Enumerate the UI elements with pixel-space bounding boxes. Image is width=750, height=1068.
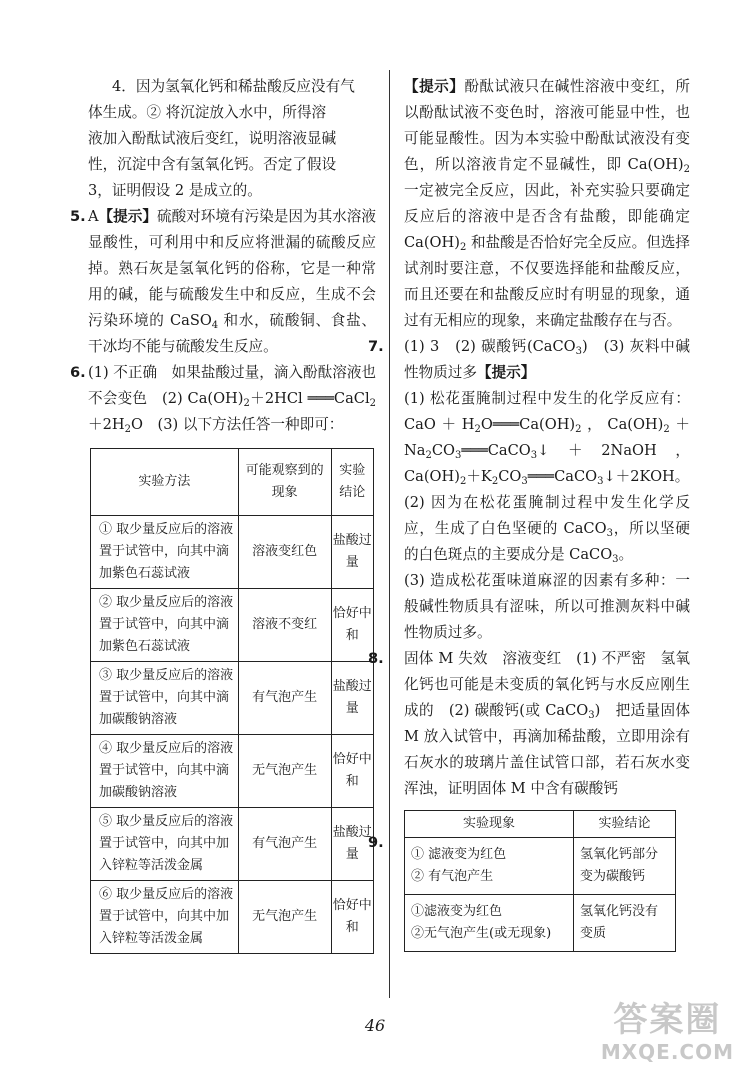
row-method: ① 取少量反应后的溶液置于试管中，向其中滴加紫色石蕊试液	[91, 516, 239, 589]
item6-sub-a: 2	[243, 398, 250, 409]
row-phenomenon: 无气泡产生	[238, 735, 331, 808]
item7-p1-a: (1) 松花蛋腌制过程中发生的化学反应有：CaO＋H	[404, 390, 690, 433]
answer-item-4	[88, 74, 376, 204]
item7-p1-sub7: 2	[459, 476, 467, 487]
item5-answer: A	[88, 208, 99, 225]
item8-text	[404, 646, 690, 802]
phenomenon-line: ②无气泡产生(或无现象)	[411, 926, 552, 941]
row-method: ⑥ 取少量反应后的溶液置于试管中，向其中加入锌粒等活泼金属	[91, 881, 239, 954]
row-method: ④ 取少量反应后的溶液置于试管中，向其中滴加碳酸钠溶液	[91, 735, 239, 808]
row-conclusion: 恰好中和	[331, 735, 373, 808]
item7-p1-h: ＋K	[466, 468, 492, 485]
item7-p1-sub5: 3	[455, 450, 462, 461]
row-method: ③ 取少量反应后的溶液置于试管中，向其中滴加碳酸钠溶液	[91, 662, 239, 735]
item7-p1-sub1: 2	[474, 424, 481, 435]
item7-line1	[404, 334, 690, 386]
item7-p1-i: ↓＋2KOH。	[603, 468, 690, 485]
header-phenomenon: 实验现象	[405, 811, 574, 838]
row-conclusion: 盐酸过量	[331, 662, 373, 735]
answer-item-5	[70, 204, 377, 360]
item7-p1-g: ↓＋2NaOH，Ca(OH)	[404, 442, 690, 485]
table-row	[91, 516, 374, 589]
item7-p1-sub8: 2	[491, 476, 499, 487]
table-row	[405, 838, 676, 895]
item6-hint-b: 一定被完全反应，因此，补充实验只要确定反应后的溶液中是否含有盐酸，即能确定 Ca(OH)	[404, 182, 690, 251]
phenomenon-line: ① 滤液变为红色	[411, 847, 507, 862]
header-method: 实验方法	[91, 449, 239, 516]
item4-line-3: 液加入酚酞试液后变红，说明溶液显碱	[88, 130, 337, 147]
item6-text-c: ＋2H	[88, 416, 125, 433]
left-column	[70, 74, 377, 954]
item7-line1-a: (1) 3 (2) 碳酸钙(CaCO	[404, 338, 576, 355]
item7-p2	[404, 490, 690, 568]
item4-line-2: 体生成。② 将沉淀放入水中，所得溶	[88, 104, 327, 121]
header-conclusion: 实验结论	[574, 811, 676, 838]
row-method: ② 取少量反应后的溶液置于试管中，向其中滴加紫色石蕊试液	[91, 589, 239, 662]
row-phenomenon: 有气泡产生	[238, 662, 331, 735]
item7-p2-sub2: 3	[612, 554, 619, 565]
item6-hint-label: 【提示】	[404, 78, 465, 95]
right-column	[368, 74, 690, 952]
item6-sub-b: 2	[369, 398, 376, 409]
table-row	[91, 662, 374, 735]
item5-text	[88, 204, 376, 360]
phenomenon-line: ①滤液变为红色	[411, 904, 503, 919]
item7-p1-sub10: 3	[597, 476, 604, 487]
item7-p2-sub1: 3	[606, 528, 613, 539]
table-row	[405, 895, 676, 952]
item7-p2-b: ，所以坚硬的白色斑点的主要成分是 CaCO	[404, 520, 690, 563]
item7-p1-sub6: 3	[530, 450, 538, 461]
item7-p1-f: ═══CaCO	[461, 442, 531, 459]
item7-p1-d: ＋Na	[404, 416, 690, 459]
table-row	[91, 589, 374, 662]
item6-hint-sub-b: 2	[459, 242, 467, 253]
item7-p1-sub2: 2	[575, 424, 582, 435]
row-method: ⑤ 取少量反应后的溶液置于试管中，向其中加入锌粒等活泼金属	[91, 808, 239, 881]
answer-item-8	[368, 646, 690, 802]
row-phenomenon: 溶液不变红	[238, 589, 331, 662]
item7-line1-b: ) (3) 灰料中碱性物质过多	[404, 338, 690, 381]
item7-p1-sub9: 3	[521, 476, 528, 487]
item4-line-1: 4．因为氢氧化钙和稀盐酸反应没有气	[112, 78, 355, 95]
item4-line-5: 3，证明假设 2 是成立的。	[88, 182, 262, 199]
item7-p1-b: O═══Ca(OH)	[480, 416, 576, 433]
item5-text-a: 硫酸对环境有污染是因为其水溶液显酸性，可利用中和反应将泄漏的硫酸反应掉。熟石灰是氢氧化钙的俗称，它是一种常用的碱，能与硫酸发生中和反应，生成不会污染环境的 CaSO	[88, 208, 376, 329]
watermark	[601, 1000, 734, 1064]
table-row	[91, 735, 374, 808]
item7-p2-c: 。	[618, 546, 634, 563]
item6-hint-c: 和盐酸是否恰好完全反应。但选择试剂时要注意，不仅要选择能和盐酸反应，而且还要在和盐酸反应时有明显的现象，通过有无相应的现象，来确定盐酸存在与否。	[404, 234, 690, 329]
answer-item-7	[368, 334, 690, 646]
item7-p1-c: ，Ca(OH)	[581, 416, 664, 433]
watermark-url: MXQE.COM	[600, 1040, 734, 1064]
table-header-row	[91, 449, 374, 516]
item7-p3: (3) 造成松花蛋味道麻涩的因素有多种：一般碱性物质具有涩味，所以可推测灰料中碱性物质过多。	[404, 572, 690, 641]
row-phenomena	[405, 895, 574, 952]
item7-number: 7.	[368, 338, 384, 355]
item6-text	[88, 360, 376, 438]
item6-hint-sub-a: 2	[683, 164, 690, 175]
item6-experiment-table	[90, 448, 374, 954]
item6-hint-text	[404, 74, 690, 334]
row-conclusion: 盐酸过量	[331, 808, 373, 881]
item9-table	[404, 810, 676, 952]
item5-hint-label: 【提示】	[98, 208, 157, 225]
table-row	[91, 808, 374, 881]
answer-item-6	[70, 360, 377, 954]
item6-sub-c: 2	[124, 424, 131, 435]
item6-hint	[404, 74, 690, 334]
row-phenomena	[405, 838, 574, 895]
item8-text-a: 固体 M 失效 溶液变红 (1) 不严密 氢氧化钙也可能是未变质的氧化钙与水反应刚生成的 (2) 碳酸钙(或 CaCO	[404, 650, 690, 719]
item7-p1-e2: CO	[498, 468, 522, 485]
row-phenomenon: 有气泡产生	[238, 808, 331, 881]
item7-p1-f2: ═══CaCO	[527, 468, 598, 485]
item7-line1-sub: 3	[575, 346, 583, 357]
item5-number: 5.	[70, 208, 86, 225]
item6-number: 6.	[70, 364, 86, 381]
item8-text-b: ) 把适量固体 M 放入试管中，再滴加稀盐酸，立即用涂有石灰水的玻璃片盖住试管口部，若石灰水变浑浊，证明固体 M 中含有碳酸钙	[404, 702, 690, 797]
item7-p1-sub4: 2	[425, 450, 432, 461]
item4-line-4: 性，沉淀中含有氢氧化钙。否定了假设	[88, 156, 337, 173]
item7-p1	[404, 386, 690, 490]
item6-text-d: O (3) 以下方法任答一种即可：	[130, 416, 344, 433]
watermark-logo: 答案圈	[613, 1000, 722, 1040]
item6-text-b: ＋2HCl ═══CaCl	[249, 390, 370, 407]
row-conclusion: 盐酸过量	[331, 516, 373, 589]
item8-number: 8.	[368, 650, 384, 667]
column-divider	[389, 70, 390, 998]
row-conclusion: 氢氧化钙部分变为碳酸钙	[574, 838, 676, 895]
row-phenomenon: 溶液变红色	[238, 516, 331, 589]
item8-sub: 3	[588, 710, 595, 721]
item7-hint-label: 【提示】	[476, 364, 536, 381]
item7-p2-a: (2) 因为在松花蛋腌制过程中发生化学反应，生成了白色坚硬的 CaCO	[404, 494, 690, 537]
header-conclusion: 实验结论	[331, 449, 373, 516]
table-row	[91, 881, 374, 954]
row-conclusion: 氢氧化钙没有变质	[574, 895, 676, 952]
item6-text-a: (1) 不正确 如果盐酸过量，滴入酚酞溶液也不会变色 (2) Ca(OH)	[88, 364, 377, 407]
row-conclusion: 恰好中和	[331, 881, 373, 954]
header-phenomenon: 可能观察到的现象	[238, 449, 331, 516]
row-conclusion: 恰好中和	[331, 589, 373, 662]
item6-hint-a: 酚酞试液只在碱性溶液中变红，所以酚酞试液不变色时，溶液可能显中性，也可能显酸性。因为本实验中酚酞试液没有变色，所以溶液肯定不显碱性，即 Ca(OH)	[404, 78, 690, 173]
phenomenon-line: ② 有气泡产生	[411, 869, 494, 884]
item7-p1-sub3: 2	[663, 424, 670, 435]
item9-number: 9.	[368, 834, 384, 851]
table-header-row	[405, 811, 676, 838]
answer-item-9	[368, 810, 690, 952]
item5-text-b: 和水，硫酸铜、食盐、干冰均不能与硫酸发生反应。	[88, 312, 377, 355]
page-number: 46	[364, 1016, 386, 1035]
item5-sub: 4	[211, 320, 219, 331]
row-phenomenon: 无气泡产生	[238, 881, 331, 954]
item7-p1-e: CO	[431, 442, 455, 459]
